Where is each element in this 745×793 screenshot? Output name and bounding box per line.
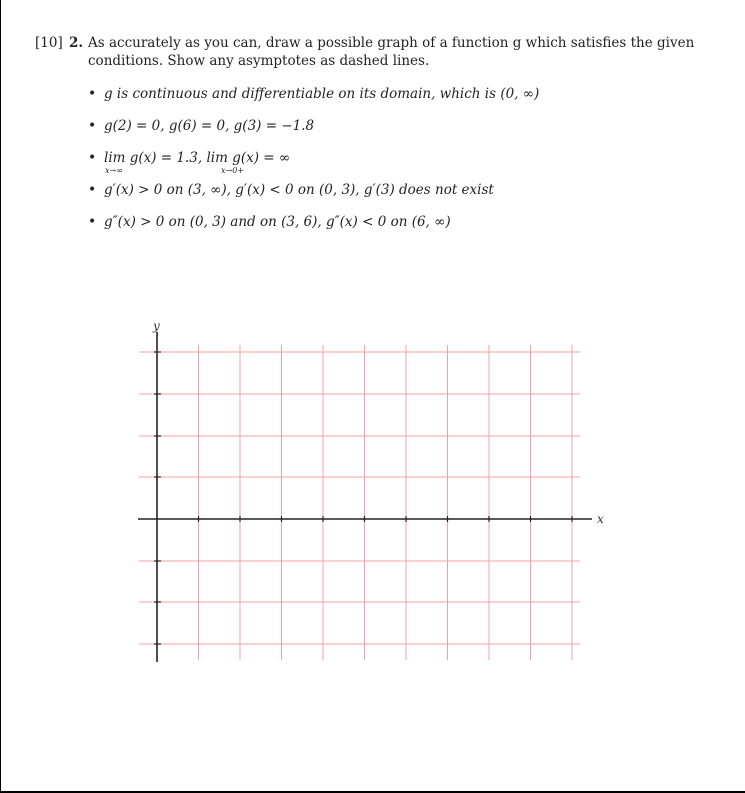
condition-first-derivative: g′(x) > 0 on (3, ∞), g′(x) < 0 on (0, 3), g′(3) does not exist	[104, 182, 494, 198]
x-axis-label: x	[597, 512, 604, 526]
bullet-icon: •	[88, 214, 97, 230]
bullet-icon: •	[88, 150, 97, 166]
condition-values: g(2) = 0, g(6) = 0, g(3) = −1.8	[104, 118, 315, 134]
y-axis-label: y	[153, 319, 160, 333]
problem-points: [10]	[35, 35, 63, 51]
limit-sub-infinity: x→∞	[105, 166, 123, 175]
problem-number: 2.	[69, 35, 84, 51]
condition-second-derivative: g″(x) > 0 on (0, 3) and on (3, 6), g″(x) < 0 on (6, ∞)	[104, 214, 451, 230]
problem-statement: As accurately as you can, draw a possible graph of a function g which satisfies the given conditions. Show any asymptotes as dashed lines.	[88, 35, 695, 69]
condition-limits: lim g(x) = 1.3, lim g(x) = ∞	[104, 150, 291, 166]
condition-domain: g is continuous and differentiable on its domain, which is (0, ∞)	[104, 86, 540, 102]
bullet-icon: •	[88, 182, 97, 198]
bullet-icon: •	[88, 118, 97, 134]
limit-sub-zero: x→0+	[221, 166, 245, 175]
bullet-icon: •	[88, 86, 97, 102]
